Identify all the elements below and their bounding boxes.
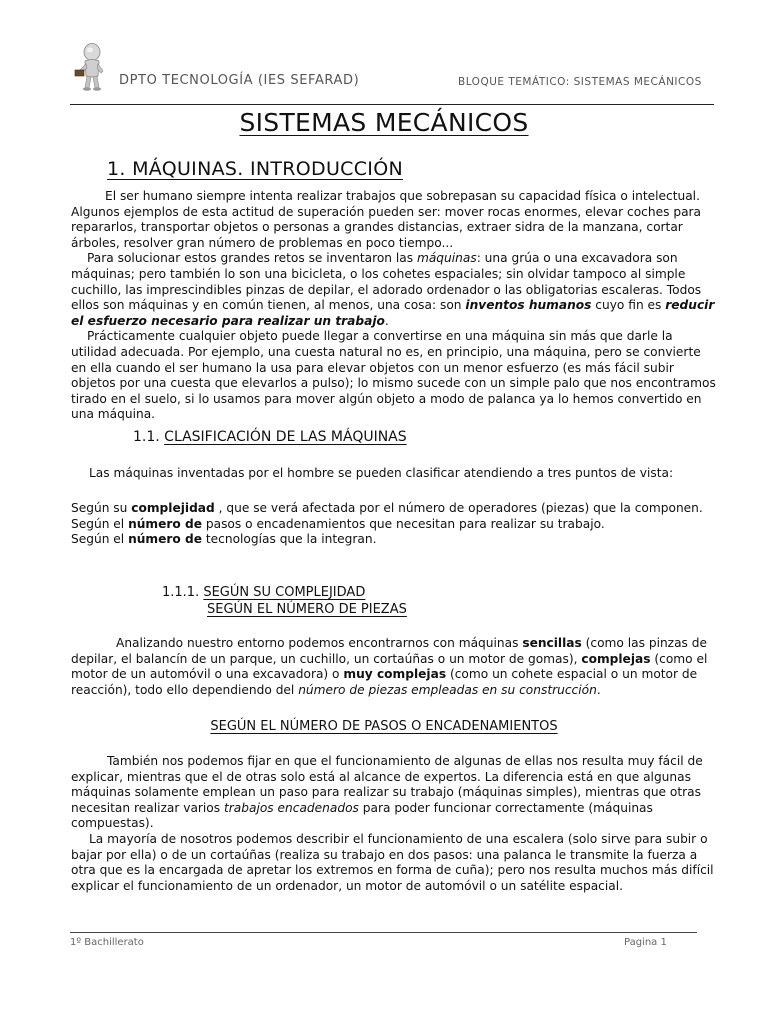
section-1-1-1-heading: [162, 585, 365, 600]
header-block-title: BLOQUE TEMÁTICO: SISTEMAS MECÁNICOS: [458, 76, 702, 88]
text-run: tecnologías que la integran.: [202, 532, 377, 547]
text-bold: complejidad: [131, 501, 215, 515]
section-1-body: [71, 189, 719, 423]
text-bold: sencillas: [522, 636, 582, 650]
text-run: pasos o encadenamientos que necesitan para realizar su trabajo.: [202, 516, 605, 531]
section-1-heading: 1. MÁQUINAS. INTRODUCCIÓN: [107, 158, 403, 180]
text-bold: número de: [128, 516, 202, 531]
steps-heading: [0, 719, 768, 734]
text-run: cuyo fin es: [591, 298, 666, 313]
text-run: , que se verá afectada por el número de operadores (piezas) que la componen.: [214, 501, 703, 515]
text-bold: muy complejas: [343, 667, 447, 682]
text-run: Analizando nuestro entorno podemos encontrarnos con máquinas: [116, 636, 523, 650]
text-italic: número de piezas empleadas en su construcción: [298, 682, 597, 697]
text-bold: número de: [128, 532, 202, 547]
paragraph-any-object: Prácticamente cualquier objeto puede llegar a convertirse en una máquina sin más que darle la utilidad adecuada. Por ejemplo, una cuesta natural no es, en principio, una máquina, pero se convierte en ella cuando el ser humano la usa para elevar objetos con un menor esfuerzo (es más fácil subir objetos por una cuesta que elevarlos a pulso); lo mismo sucede con un simple palo que nos encontramos tirado en el suelo, si lo usamos para mover algún objeto a modo de palanca ya lo hemos convertido en una máquina.: [71, 329, 716, 422]
text-run: Según el: [71, 532, 129, 547]
text-bold-italic: inventos humanos: [465, 298, 592, 313]
mascot-figure-icon: [70, 42, 110, 92]
list-item: [71, 501, 719, 517]
section-title: CLASIFICACIÓN DE LAS MÁQUINAS: [164, 429, 407, 445]
section-1-1-heading: [133, 429, 407, 445]
page-title-text: SISTEMAS MECÁNICOS: [239, 108, 529, 137]
classification-list: [71, 501, 719, 548]
paragraph-classification: Las máquinas inventadas por el hombre se pueden clasificar atendiendo a tres puntos de vista:: [89, 466, 674, 480]
text-run: Para solucionar estos grandes retos se inventaron las: [87, 251, 417, 266]
text-run: (como el motor de un automóvil o una excavadora) o: [71, 651, 708, 682]
list-item: [71, 517, 719, 533]
page-title: [0, 108, 768, 137]
text-run: : una grúa o una excavadora son máquinas; pero también lo son una bicicleta, o los cohetes espaciales; sin olvidar tampoco al simple cuchillo, las imprescindibles pinzas de depilar, el adorado ordenador o las obligatorias escaleras. Todos ellos son máquinas y en común tienen, al menos, una cosa: son: [71, 251, 702, 313]
section-number: 1.1.1.: [162, 585, 204, 600]
header-department: DPTO TECNOLOGÍA (IES SEFARAD): [119, 73, 360, 88]
classification-intro: [71, 466, 719, 482]
text-run: También nos podemos fijar en que el funcionamiento de algunas de ellas nos resulta muy fácil de explicar, mientras que el de otras solo está al alcance de expertos. La diferencia está en que algunas máquinas solamente emplean un paso para realizar su trabajo (máquinas simples), mientras que otras necesitan realizar varios: [71, 754, 703, 815]
footer-page-number: Pagina 1: [624, 937, 667, 948]
text-run: .: [384, 313, 389, 328]
text-run: (como las pinzas de depilar, el balancín de un parque, un cuchillo, un cortaúñas o un motor de gomas),: [71, 636, 708, 666]
paragraph-machines: [71, 251, 719, 329]
text-run: .: [596, 682, 601, 697]
section-1-1-1-subheading: SEGÚN EL NÚMERO DE PIEZAS: [207, 602, 407, 617]
paragraph-intro: El ser humano siempre intenta realizar trabajos que sobrepasan su capacidad física o intelectual. Algunos ejemplos de esta actitud de superación pueden ser: mover rocas enormes, elevar coches para repararlos, transportar objetos o personas a grandes distancias, extraer sidra de la manzana, cortar árboles, resolver gran número de problemas en poco tiempo...: [71, 189, 702, 250]
text-run: Según su: [71, 501, 132, 515]
text-run: (como un cohete espacial o un motor de reacción), todo ello dependiendo del: [71, 667, 698, 697]
header-divider: [70, 104, 714, 105]
section-title: SEGÚN SU COMPLEJIDAD: [203, 585, 366, 600]
list-item: [71, 532, 719, 548]
complexity-body: [71, 636, 719, 698]
steps-heading-text: SEGÚN EL NÚMERO DE PASOS O ENCADENAMIENTOS: [210, 719, 558, 734]
steps-body: [71, 754, 719, 894]
paragraph-complexity: [71, 636, 719, 698]
text-italic: trabajos encadenados: [224, 800, 359, 815]
text-italic: máquinas: [416, 251, 477, 266]
text-bold: complejas: [581, 651, 651, 666]
paragraph-examples: La mayoría de nosotros podemos describir el funcionamiento de una escalera (solo sirve para subir o bajar por ella) o de un cortaúñas (realiza su trabajo en dos pasos: una palanca le transmite la fuerza a otra que es la encargada de apretar los extremos en forma de cuña); pero nos resulta muchos más difícil explicar el funcionamiento de un ordenador, un motor de automóvil o un satélite espacial.: [71, 831, 714, 893]
text-run: para poder funcionar correctamente (máquinas compuestas).: [71, 800, 653, 831]
section-number: 1.1.: [133, 429, 165, 445]
text-run: Según el: [71, 516, 129, 531]
footer-divider: [70, 932, 697, 933]
paragraph-steps: [71, 754, 719, 832]
footer-course: 1º Bachillerato: [70, 937, 144, 948]
text-bold-italic: reducir el esfuerzo necesario para realizar un trabajo: [71, 298, 715, 328]
